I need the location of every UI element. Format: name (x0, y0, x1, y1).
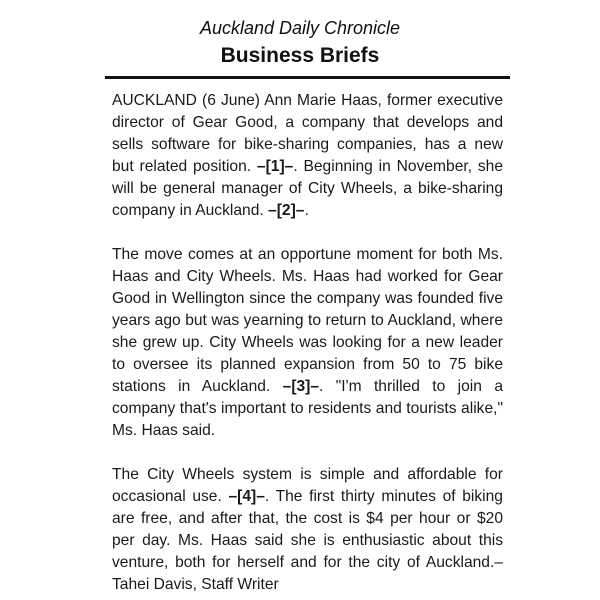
header-divider (105, 76, 510, 79)
paragraph-1 (112, 90, 503, 222)
paragraph-3-text-a: The City Wheels system is simple and affordable for occasional use. (112, 466, 503, 505)
paragraph-1-text-a: AUCKLAND (6 June) Ann Marie Haas, former executive director of Gear Good, a company that develops and sells software for bike-sharing companies, has a new but related position. (112, 92, 503, 175)
paragraph-2-text-b: . "I'm thrilled to join a company that's important to residents and tourists alike," Ms. Haas said. (112, 378, 503, 439)
paragraph-2 (112, 244, 503, 442)
position-marker-2: –[2]– (268, 202, 305, 219)
paragraph-3 (112, 464, 503, 596)
paragraph-1-text-c: . (304, 202, 309, 219)
article-header (0, 16, 600, 70)
position-marker-3: –[3]– (282, 378, 320, 395)
publication-name: Auckland Daily Chronicle (199, 18, 401, 38)
section-title: Business Briefs (220, 44, 380, 67)
position-marker-4: –[4]– (228, 488, 265, 505)
position-marker-1: –[1]– (256, 158, 294, 175)
paragraph-2-text-a: The move comes at an opportune moment for both Ms. Haas and City Wheels. Ms. Haas had worked for Gear Good in Wellington since the company was founded five years ago but was yearning to return to Auckland, where she grew up. City Wheels was looking for a new leader to oversee its planned expansion from 50 to 75 bike stations in Auckland. (112, 246, 503, 395)
paragraph-3-text-b: . The first thirty minutes of biking are free, and after that, the cost is $4 per hour or $20 per day. Ms. Haas said she is enthusiastic about this venture, both for herself and for the city of Auckland.– Tahei Davis, Staff Writer (112, 488, 503, 593)
paragraph-1-text-b: . Beginning in November, she will be general manager of City Wheels, a bike-sharing company in Auckland. (112, 158, 504, 219)
article-body (112, 90, 503, 596)
